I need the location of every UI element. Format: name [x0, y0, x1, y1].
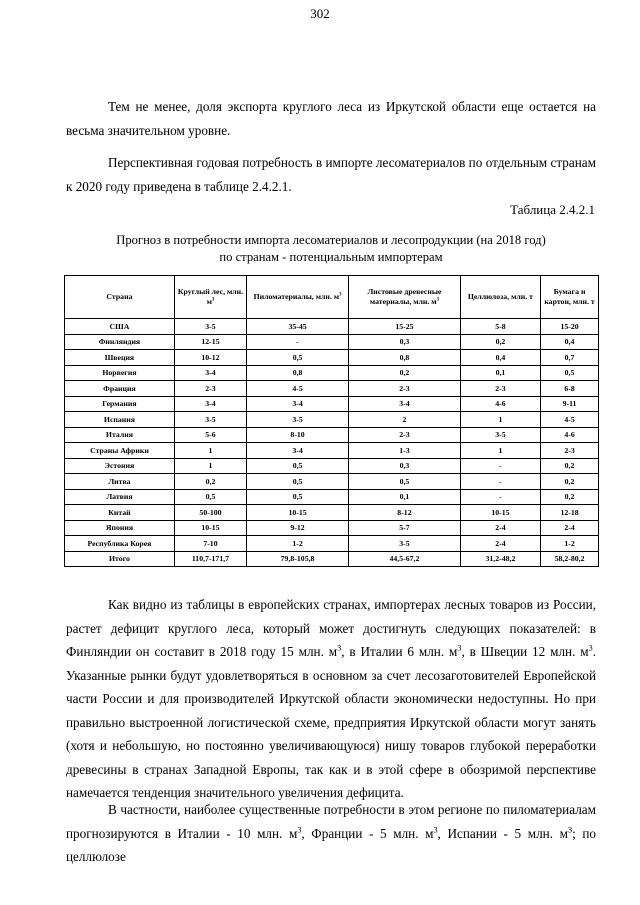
cell-paper: 6-8	[541, 381, 599, 397]
cell-paper: 0,2	[541, 474, 599, 490]
header-paper: Бумага и картон, млн. т	[541, 276, 599, 319]
cell-paper: 4-6	[541, 427, 599, 443]
cell-country: Латвия	[65, 489, 175, 505]
cell-paper: 0,7	[541, 350, 599, 366]
cell-paper: 1-2	[541, 536, 599, 552]
cell-sawn-timber: 0,5	[247, 489, 349, 505]
table-row	[65, 427, 599, 443]
cell-sawn-timber: 0,5	[247, 350, 349, 366]
cell-sawn-timber: -	[247, 334, 349, 350]
paragraph-1: Тем не менее, доля экспорта круглого леса из Иркутской области еще остается на весьма значительном уровне.	[66, 99, 596, 138]
cell-round-wood: 12-15	[174, 334, 246, 350]
cell-sheet-materials: 0,3	[349, 334, 461, 350]
cell-round-wood: 10-15	[174, 520, 246, 536]
cell-round-wood: 3-4	[174, 365, 246, 381]
cell-country: Финляндия	[65, 334, 175, 350]
cell-sheet-materials: 2-3	[349, 381, 461, 397]
table-body	[65, 319, 599, 567]
table-row	[65, 489, 599, 505]
cell-country: Республика Корея	[65, 536, 175, 552]
cell-country: Норвегия	[65, 365, 175, 381]
cell-sawn-timber: 0,5	[247, 458, 349, 474]
cell-pulp: 0,4	[460, 350, 540, 366]
cell-pulp: -	[460, 489, 540, 505]
cell-round-wood: 3-4	[174, 396, 246, 412]
cell-round-wood: 1	[174, 458, 246, 474]
cell-sheet-materials: 0,1	[349, 489, 461, 505]
cell-sawn-timber: 3-4	[247, 396, 349, 412]
cell-paper: 12-18	[541, 505, 599, 521]
table-row	[65, 551, 599, 567]
cell-paper: 9-11	[541, 396, 599, 412]
cell-round-wood: 7-10	[174, 536, 246, 552]
cell-round-wood: 0,5	[174, 489, 246, 505]
cell-round-wood: 50-100	[174, 505, 246, 521]
header-sawn-timber: Пиломатериалы, млн. $м^3$	[247, 276, 349, 319]
table-row	[65, 520, 599, 536]
cell-country: Франция	[65, 381, 175, 397]
header-sheet-materials: Листовые древесные материалы, млн. $м^3$	[349, 276, 461, 319]
table-row	[65, 443, 599, 459]
table-row	[65, 319, 599, 335]
table-label: Таблица 2.4.2.1	[510, 202, 595, 217]
table-caption	[66, 232, 596, 266]
table-caption-line-2: по странам - потенциальным импортерам	[219, 250, 443, 264]
cell-sheet-materials: 0,3	[349, 458, 461, 474]
cell-paper: 0,2	[541, 458, 599, 474]
cell-paper: 0,2	[541, 489, 599, 505]
table-row	[65, 365, 599, 381]
cell-round-wood: 5-6	[174, 427, 246, 443]
cell-sawn-timber: 1-2	[247, 536, 349, 552]
cell-country: Швеция	[65, 350, 175, 366]
table-row	[65, 350, 599, 366]
table-row	[65, 334, 599, 350]
table-row	[65, 474, 599, 490]
header-round-wood: Круглый лес, млн. $м^3$	[174, 276, 246, 319]
table-row	[65, 412, 599, 428]
cell-pulp: 2-3	[460, 381, 540, 397]
cell-country: США	[65, 319, 175, 335]
paragraph-3: Как видно из таблицы в европейских странах, импортерах лесных товаров из России, растет дефицит круглого леса, который может достигнуть следующих показателей: в Финляндии он составит в 2018 году 15 млн. $м^3$, в Италии 6 млн. $м^3$, в Швеции 12 млн. $м^3$. Указанные рынки будут удовлетворяться в основном за счет лесозаготовителей Европейской части России и для производителей Иркутской области экономически недоступны. Но при правильно выстроенной логистической схеме, предприятия Иркутской области могут занять (хотя и небольшую, но постоянно увеличивающуюся) нишу товаров глубокой переработки древесины в странах Западной Европы, так как и в этой сфере в обозримой перспективе намечается тенденция значительного увеличения дефицита.	[66, 597, 596, 800]
cell-country: Испания	[65, 412, 175, 428]
page-number: 302	[310, 6, 330, 21]
cell-sawn-timber: 4-5	[247, 381, 349, 397]
cell-pulp: 2-4	[460, 536, 540, 552]
cell-country: Литва	[65, 474, 175, 490]
cell-sheet-materials: 3-5	[349, 536, 461, 552]
cell-sawn-timber: 9-12	[247, 520, 349, 536]
cell-pulp: 10-15	[460, 505, 540, 521]
cell-sheet-materials: 2-3	[349, 427, 461, 443]
cell-sawn-timber: 79,8-105,8	[247, 551, 349, 567]
header-country: Страна	[65, 276, 175, 319]
cell-sheet-materials: 44,5-67,2	[349, 551, 461, 567]
cell-pulp: 2-4	[460, 520, 540, 536]
cell-country: Эстония	[65, 458, 175, 474]
cell-pulp: 1	[460, 412, 540, 428]
table-row	[65, 458, 599, 474]
cell-pulp: -	[460, 474, 540, 490]
cell-pulp: 5-8	[460, 319, 540, 335]
cell-sheet-materials: 3-4	[349, 396, 461, 412]
cell-sawn-timber: 0,8	[247, 365, 349, 381]
cell-sheet-materials: 8-12	[349, 505, 461, 521]
cell-sheet-materials: 0,2	[349, 365, 461, 381]
header-pulp: Целлюлоза, млн. т	[460, 276, 540, 319]
forecast-table	[64, 275, 599, 567]
cell-sawn-timber: 3-4	[247, 443, 349, 459]
cell-pulp: 4-6	[460, 396, 540, 412]
cell-sawn-timber: 3-5	[247, 412, 349, 428]
cell-pulp: 0,2	[460, 334, 540, 350]
cell-paper: 15-20	[541, 319, 599, 335]
cell-sawn-timber: 8-10	[247, 427, 349, 443]
cell-sheet-materials: 15-25	[349, 319, 461, 335]
cell-pulp: -	[460, 458, 540, 474]
cell-country: Германия	[65, 396, 175, 412]
cell-paper: 58,2-80,2	[541, 551, 599, 567]
cell-pulp: 0,1	[460, 365, 540, 381]
paragraph-4: В частности, наиболее существенные потребности в этом регионе по пиломатериалам прогнозируются в Италии - 10 млн. $м^3$, Франции - 5 млн. $м^3$, Испании - 5 млн. $м^3$; по целлюлозе	[66, 802, 596, 864]
cell-sheet-materials: 5-7	[349, 520, 461, 536]
cell-sawn-timber: 0,5	[247, 474, 349, 490]
cell-country: Япония	[65, 520, 175, 536]
table-caption-line-1: Прогноз в потребности импорта лесоматериалов и лесопродукции (на 2018 год)	[116, 233, 546, 247]
cell-paper: 0,4	[541, 334, 599, 350]
cell-country: Итого	[65, 551, 175, 567]
cell-paper: 4-5	[541, 412, 599, 428]
cell-round-wood: 2-3	[174, 381, 246, 397]
cell-sawn-timber: 10-15	[247, 505, 349, 521]
cell-country: Италия	[65, 427, 175, 443]
table-row	[65, 381, 599, 397]
cell-round-wood: 0,2	[174, 474, 246, 490]
cell-round-wood: 110,7-171,7	[174, 551, 246, 567]
table-header-row	[65, 276, 599, 319]
cell-sheet-materials: 0,8	[349, 350, 461, 366]
cell-sheet-materials: 2	[349, 412, 461, 428]
cell-sheet-materials: 0,5	[349, 474, 461, 490]
cell-pulp: 31,2-48,2	[460, 551, 540, 567]
cell-round-wood: 3-5	[174, 319, 246, 335]
cell-round-wood: 3-5	[174, 412, 246, 428]
cell-country: Страны Африки	[65, 443, 175, 459]
cell-paper: 2-4	[541, 520, 599, 536]
cell-paper: 2-3	[541, 443, 599, 459]
cell-sheet-materials: 1-3	[349, 443, 461, 459]
cell-sawn-timber: 35-45	[247, 319, 349, 335]
cell-paper: 0,5	[541, 365, 599, 381]
cell-pulp: 3-5	[460, 427, 540, 443]
table-row	[65, 396, 599, 412]
cell-round-wood: 1	[174, 443, 246, 459]
table-row	[65, 536, 599, 552]
paragraph-2: Перспективная годовая потребность в импорте лесоматериалов по отдельным странам к 2020 году приведена в таблице 2.4.2.1.	[66, 155, 596, 194]
cell-country: Китай	[65, 505, 175, 521]
cell-round-wood: 10-12	[174, 350, 246, 366]
table-row	[65, 505, 599, 521]
cell-pulp: 1	[460, 443, 540, 459]
